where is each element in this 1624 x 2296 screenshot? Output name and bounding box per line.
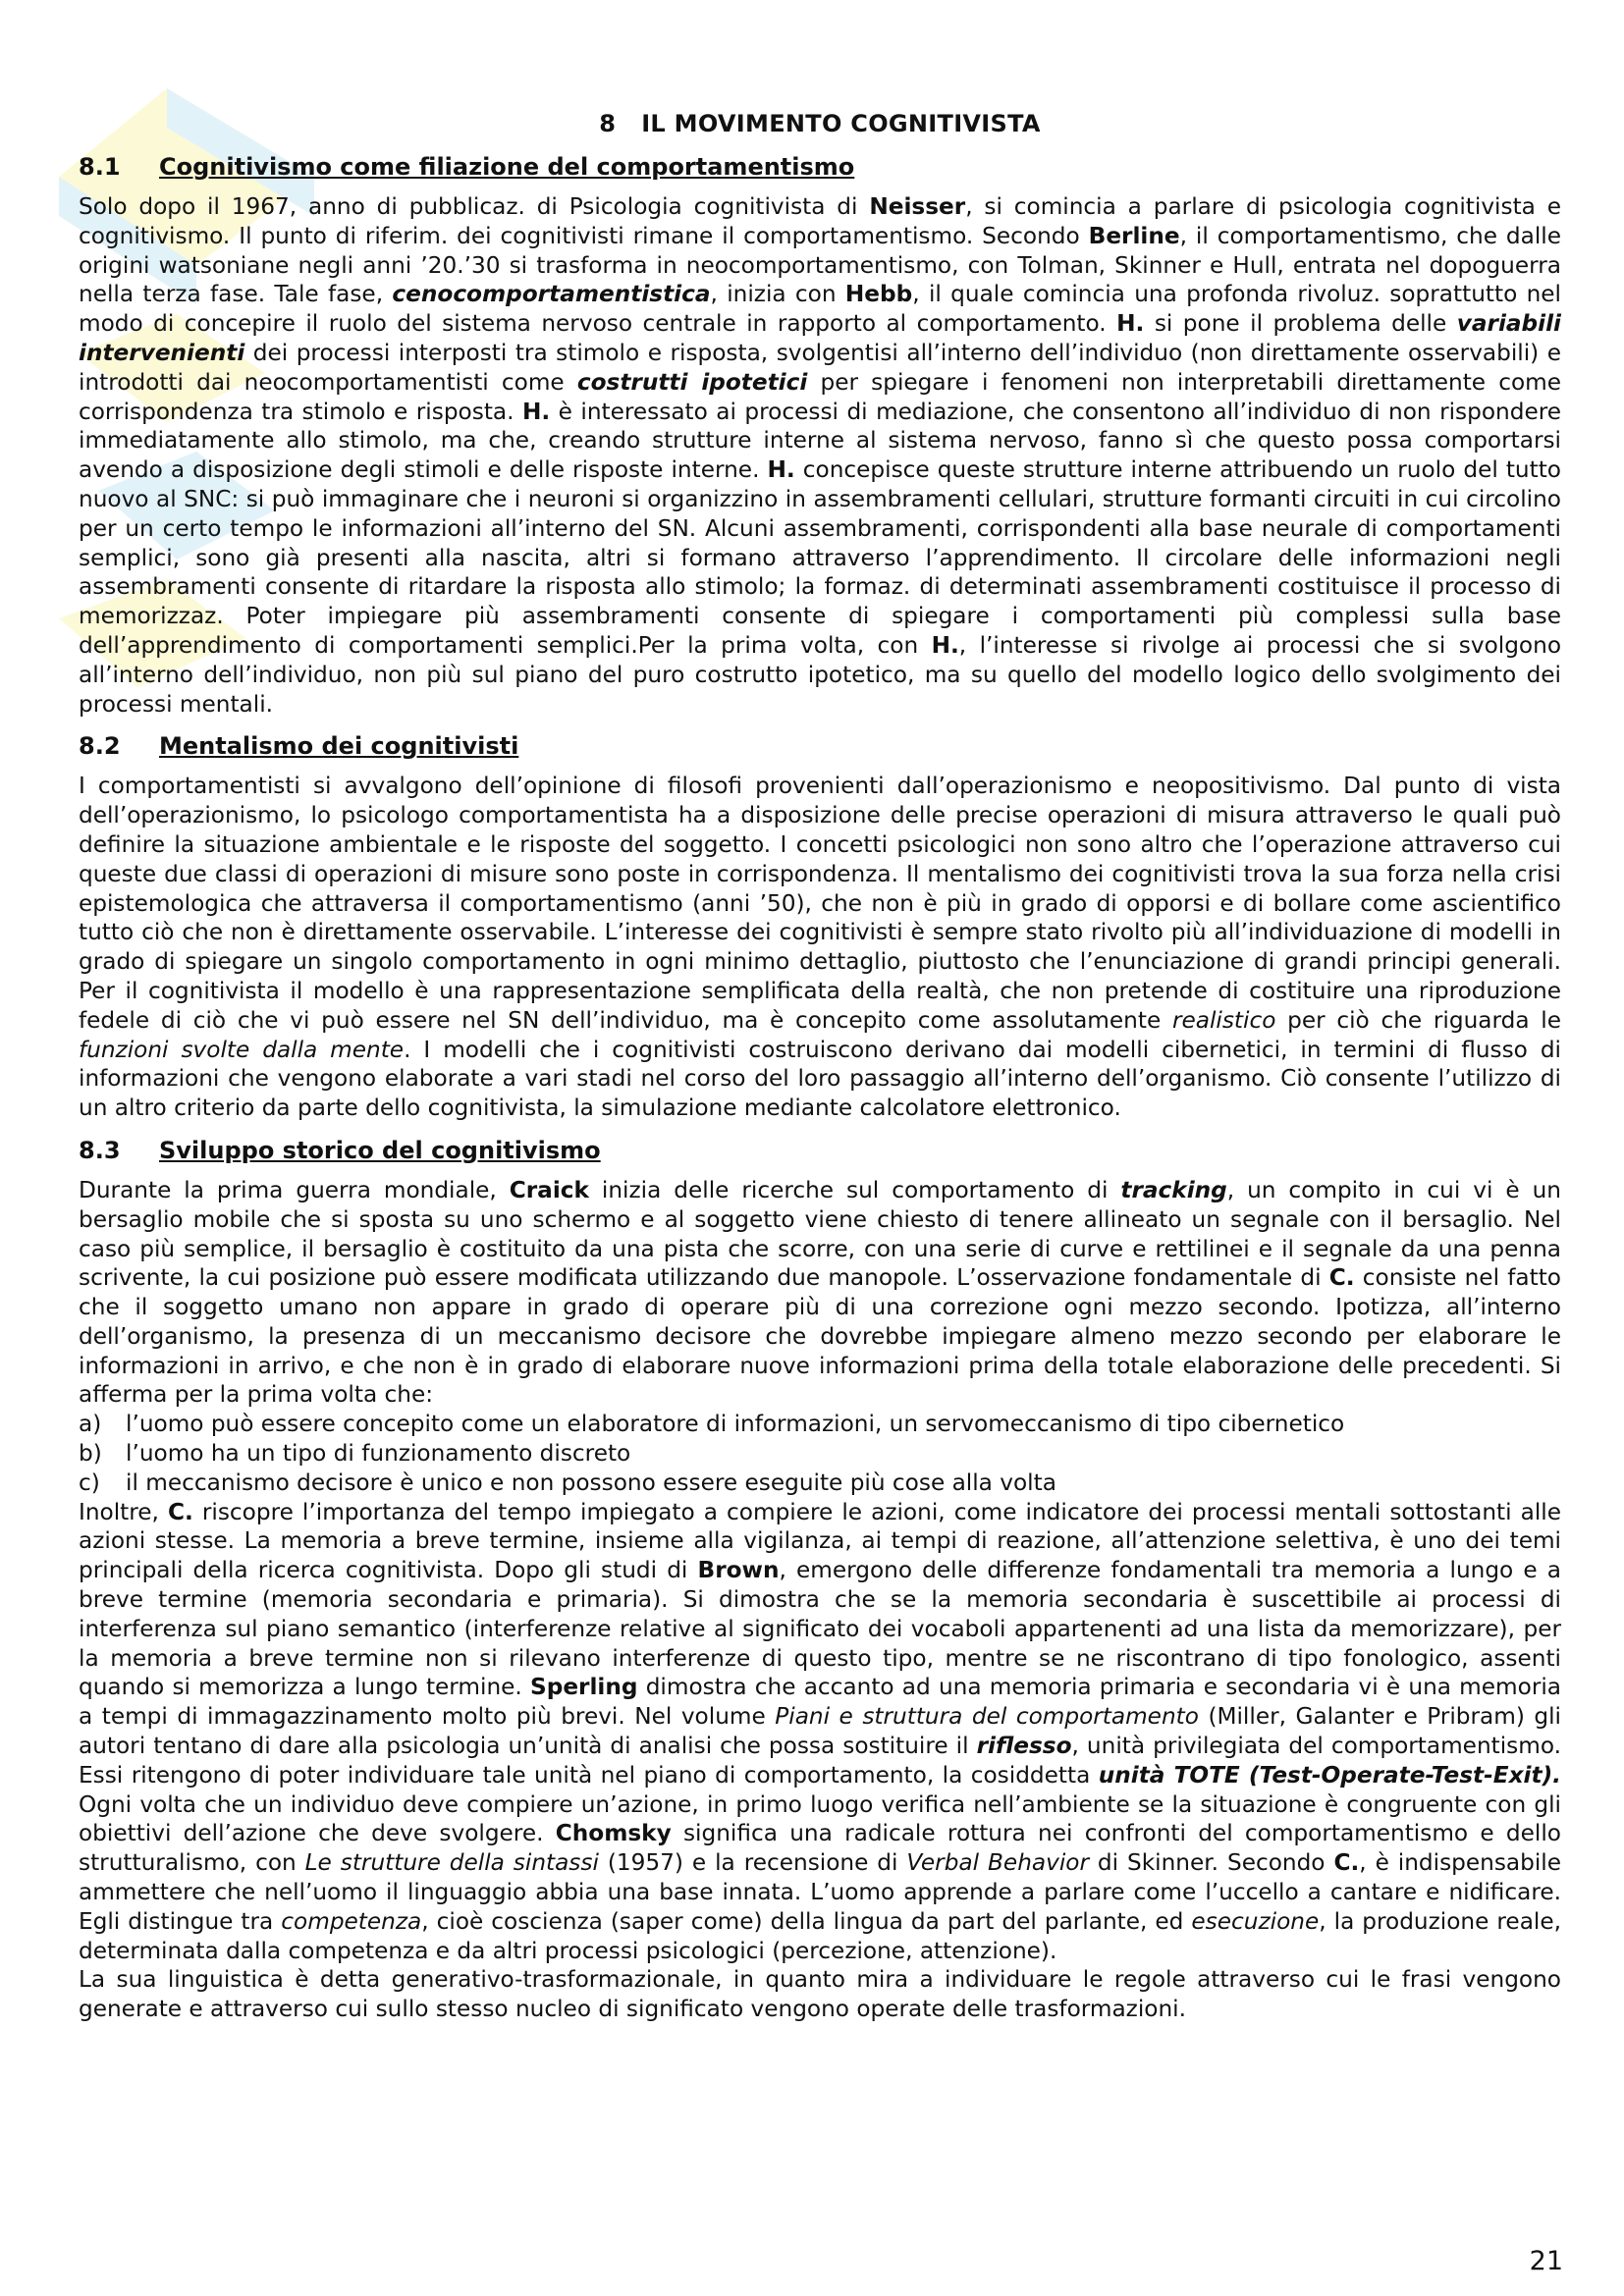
chapter-number: 8	[599, 110, 617, 137]
paragraph: Inoltre, C. riscopre l’importanza del tempo impiegato a compiere le azioni, come indicatore dei processi mentali sottostanti alle azioni stesse. La memoria a breve termine, insieme alla vigilanza, ai tempi di reazione, all’attenzione selettiva, è uno dei temi principali della ricerca cognitivista. Dopo gli studi di Brown, emergono delle differenze fondamentali tra memoria a lungo e a breve termine (memoria secondaria e primaria). Si dimostra che se la memoria secondaria è suscettibile ai processi di interferenza sul piano semantico (interferenze relative al significato dei vocaboli appartenenti ad una lista da memorizzare), per la memoria a breve termine non si rilevano interferenze di questo tipo, mentre se ne riscontrano di tipo fonologico, assenti quando si memorizza a lungo termine. Sperling dimostra che accanto ad una memoria primaria e secondaria vi è una memoria a tempi di immagazzinamento molto più brevi. Nel volume Piani e struttura del comportamento (Miller, Galanter e Pribram) gli autori tentano di dare alla psicologia un’unità di analisi che possa sostituire il riflesso, unità privilegiata del comportamentismo. Essi ritengono di poter individuare tale unità nel piano di comportamento, la cosiddetta unità TOTE (Test-Operate-Test-Exit). Ogni volta che un individuo deve compiere un’azione, in primo luogo verifica nell’ambiente se la situazione è congruente con gli obiettivi dell’azione che deve svolgere. Chomsky significa una radicale rottura nei confronti del comportamentismo e dello strutturalismo, con Le strutture della sintassi (1957) e la recensione di Verbal Behavior di Skinner. Secondo C., è indispensabile ammettere che nell’uomo il linguaggio abbia una base innata. L’uomo apprende a parlare come l’uccello a cantare e nidificare. Egli distingue tra competenza, cioè coscienza (saper come) della lingua da part del parlante, ed esecuzione, la produzione reale, determinata dalla competenza e da altri processi psicologici (percezione, attenzione).	[79, 1498, 1561, 1964]
page-content	[79, 110, 1561, 2024]
section-title: Sviluppo storico del cognitivismo	[159, 1136, 601, 1164]
list	[79, 1410, 1561, 1497]
list-item: c) il meccanismo decisore è unico e non possono essere eseguite più cose alla volta	[79, 1468, 1056, 1496]
section-heading-8-2	[79, 732, 1561, 760]
paragraph: Solo dopo il 1967, anno di pubblicaz. di Psicologia cognitivista di Neisser, si comincia a parlare di psicologia cognitivista e cognitivismo. Il punto di riferim. dei cognitivisti rimane il comportamentismo. Secondo Berline, il comportamentismo, che dalle origini watsoniane negli anni ’20.’30 si trasforma in neocomportamentismo, con Tolman, Skinner e Hull, entrata nel dopoguerra nella terza fase. Tale fase, cenocomportamentistica, inizia con Hebb, il quale comincia una profonda rivoluz. soprattutto nel modo di concepire il ruolo del sistema nervoso centrale in rapporto al comportamento. H. si pone il problema delle variabili intervenienti dei processi interposti tra stimolo e risposta, svolgentisi all’interno dell’individuo (non direttamente osservabili) e introdotti dai neocomportamentisti come costrutti ipotetici per spiegare i fenomeni non interpretabili direttamente come corrispondenza tra stimolo e risposta. H. è interessato ai processi di mediazione, che consentono all’individuo di non rispondere immediatamente allo stimolo, ma che, creando strutture interne al sistema nervoso, fanno sì che questo possa comportarsi avendo a disposizione degli stimoli e delle risposte interne. H. concepisce queste strutture interne attribuendo un ruolo del tutto nuovo al SNC: si può immaginare che i neuroni si organizzino in assembramenti cellulari, strutture formanti circuiti in cui circolino per un certo tempo le informazioni all’interno del SN. Alcuni assembramenti, corrispondenti alla base neurale di comportamenti semplici, sono già presenti alla nascita, altri si formano attraverso l’apprendimento. Il circolare delle informazioni negli assembramenti consente di ritardare la risposta allo stimolo; la formaz. di determinati assembramenti costituisce il processo di memorizzaz. Poter impiegare più assembramenti consente di spiegare i comportamenti più complessi sulla base dell’apprendimento di comportamenti semplici.Per la prima volta, con H., l’interesse si rivolge ai processi che si svolgono all’interno dell’individuo, non più sul piano del puro costrutto ipotetico, ma su quello del modello logico dello svolgimento dei processi mentali.	[79, 193, 1561, 718]
list-item: a) l’uomo può essere concepito come un elaboratore di informazioni, un servomeccanismo di tipo cibernetico	[79, 1411, 1345, 1438]
section-number: 8.1	[79, 153, 121, 181]
section-title: Mentalismo dei cognitivisti	[159, 732, 519, 761]
paragraph: I comportamentisti si avvalgono dell’opinione di filosofi provenienti dall’operazionismo e neopositivismo. Dal punto di vista dell’operazionismo, lo psicologo comportamentista ha a disposizione delle precise operazioni di misura attraverso le quali può definire la situazione ambientale e le risposte del soggetto. I concetti psicologici non sono altro che l’operazione attraverso cui queste due classi di operazioni di misure sono poste in corrispondenza. Il mentalismo dei cognitivisti trova la sua forza nella crisi epistemologica che attraversa il comportamentismo (anni ’50), che non è più in grado di opporsi e di bollare come ascientifico tutto ciò che non è direttamente osservabile. L’interesse dei cognitivisti è sempre stato rivolto più all’individuazione di modelli in grado di spiegare un singolo comportamento in ogni minimo dettaglio, piuttosto che l’enunciazione di grandi principi generali. Per il cognitivista il modello è una rappresentazione semplificata della realtà, che non pretende di costituire una riproduzione fedele di ciò che vi può essere nel SN dell’individuo, ma è concepito come assolutamente realistico per ciò che riguarda le funzioni svolte dalla mente. I modelli che i cognitivisti costruiscono derivano dai modelli cibernetici, in termini di flusso di informazioni che vengono elaborate a vari stadi nel corso del loro passaggio all’interno dell’organismo. Ciò consente l’utilizzo di un altro criterio da parte dello cognitivista, la simulazione mediante calcolatore elettronico.	[79, 773, 1561, 1122]
paragraph: Durante la prima guerra mondiale, Craick inizia delle ricerche sul comportamento di tracking, un compito in cui vi è un bersaglio mobile che si sposta su uno schermo e al soggetto viene chiesto di tenere allineato un segnale con il bersaglio. Nel caso più semplice, il bersaglio è costituito da una pista che scorre, con una serie di curve e rettilinei e il segnale da una penna scrivente, la cui posizione può essere modificata utilizzando due manopole. L’osservazione fondamentale di C. consiste nel fatto che il soggetto umano non appare in grado di operare più di una correzione ogni mezzo secondo. Ipotizza, all’interno dell’organismo, la presenza di un meccanismo decisore che dovrebbe impiegare almeno mezzo secondo per elaborare le informazioni in arrivo, e che non è in grado di elaborare nuove informazioni prima della totale elaborazione delle precedenti. Si afferma per la prima volta che:	[79, 1176, 1561, 1409]
chapter-title: IL MOVIMENTO COGNITIVISTA	[641, 110, 1041, 137]
section-heading-8-1	[79, 153, 1561, 181]
paragraph: La sua linguistica è detta generativo-trasformazionale, in quanto mira a individuare le regole attraverso cui le frasi vengono generate e attraverso cui sullo stesso nucleo di significato vengono operate delle trasformazioni.	[79, 1966, 1561, 2023]
section-heading-8-3	[79, 1137, 1561, 1164]
section-number: 8.3	[79, 1136, 121, 1164]
section-number: 8.2	[79, 732, 121, 761]
section-title: Cognitivismo come filiazione del comportamentismo	[159, 153, 855, 181]
list-item: b) l’uomo ha un tipo di funzionamento discreto	[79, 1440, 631, 1468]
chapter-heading	[79, 110, 1561, 137]
page-number: 21	[1529, 2246, 1563, 2276]
